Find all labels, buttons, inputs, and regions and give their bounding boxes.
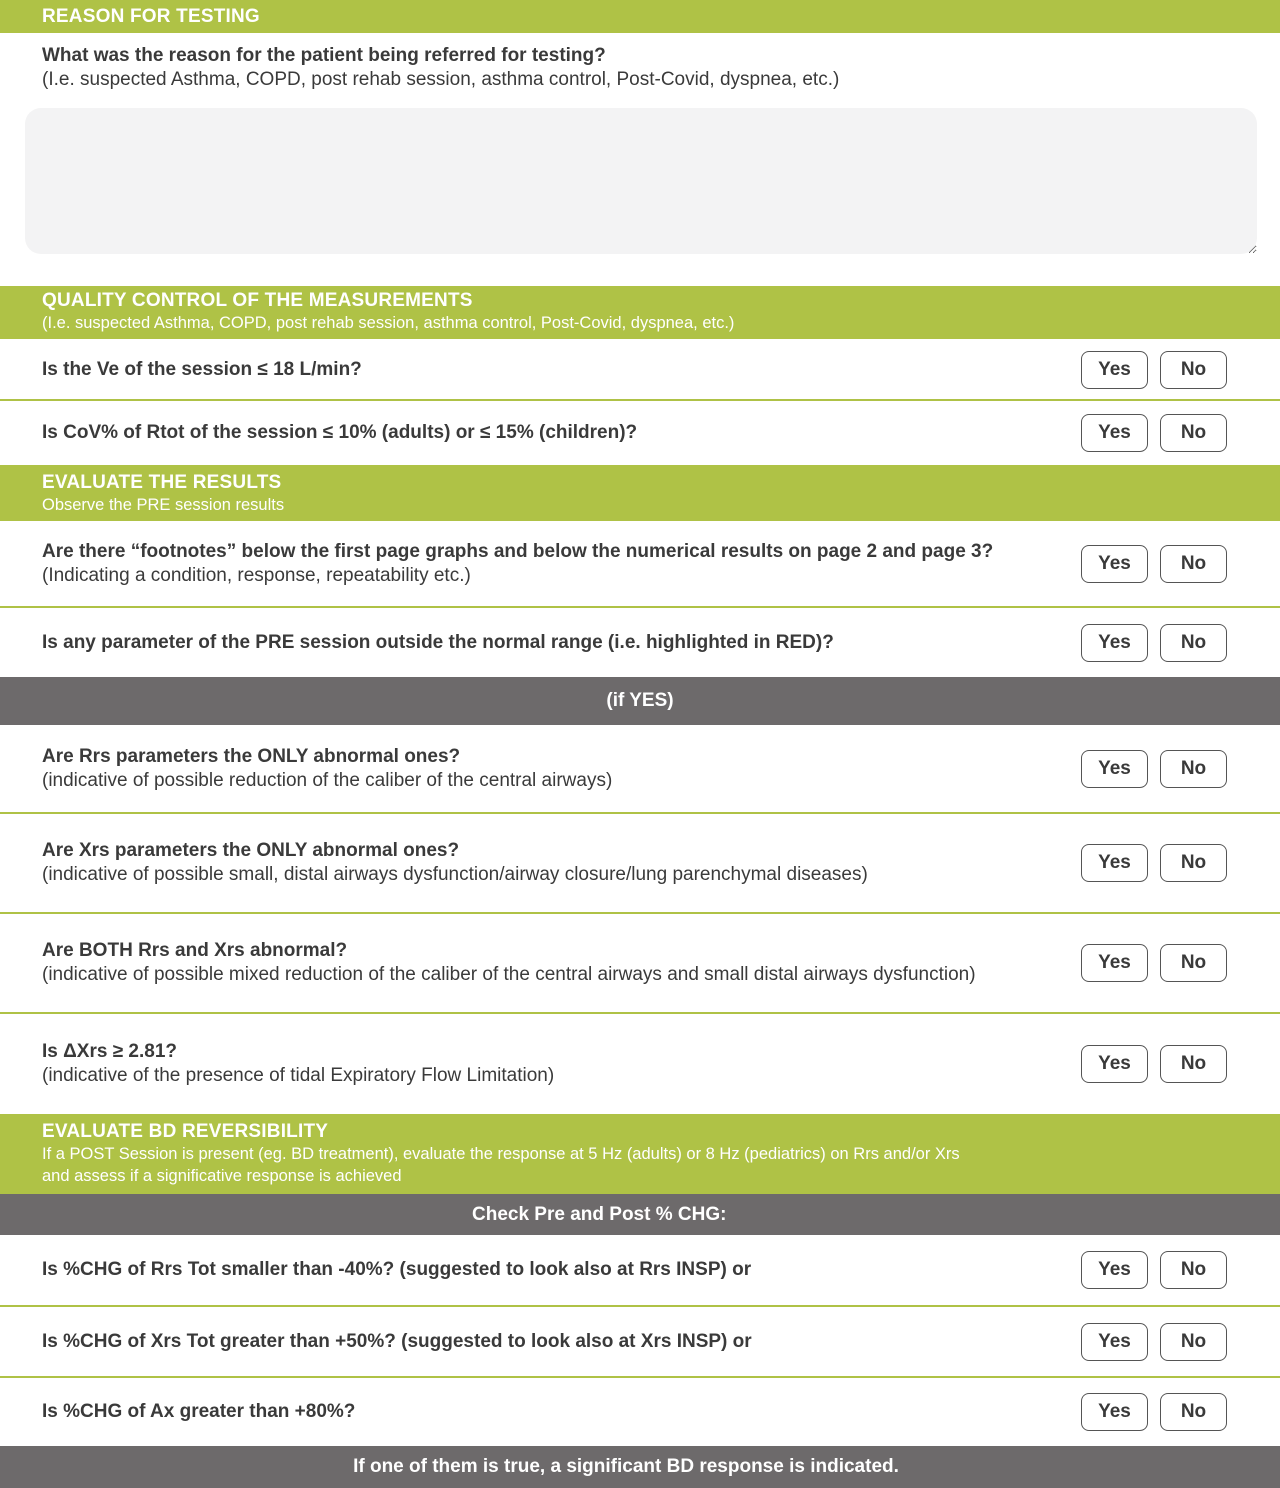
no-button[interactable]: No <box>1160 1045 1227 1083</box>
yes-button[interactable]: Yes <box>1081 624 1148 662</box>
bd-footer-banner <box>0 1446 1280 1488</box>
if-yes-banner <box>0 677 1280 725</box>
reason-header <box>0 0 1280 33</box>
question-text: Is ΔXrs ≥ 2.81? <box>42 1041 177 1062</box>
reason-question <box>0 40 1280 100</box>
no-button[interactable]: No <box>1160 750 1227 788</box>
no-button[interactable]: No <box>1160 944 1227 982</box>
yes-button[interactable]: Yes <box>1081 1045 1148 1083</box>
bd-subtitle-1: If a POST Session is present (eg. BD treatment), evaluate the response at 5 Hz (adults) or 8 Hz (pediatrics) on Rrs and/or Xrs <box>42 1145 960 1163</box>
yes-button[interactable]: Yes <box>1081 1393 1148 1431</box>
question-row <box>0 1014 1280 1114</box>
reason-question-text: What was the reason for the patient being referred for testing? <box>42 45 606 66</box>
if-yes-label: (if YES) <box>606 690 674 711</box>
no-button[interactable]: No <box>1160 1251 1227 1289</box>
reason-question-note: (I.e. suspected Asthma, COPD, post rehab session, asthma control, Post-Covid, dyspnea, etc.) <box>42 69 840 90</box>
bd-footer-text: If one of them is true, a significant BD response is indicated. <box>353 1456 899 1477</box>
question-note: (indicative of possible small, distal airways dysfunction/airway closure/lung parenchymal diseases) <box>42 864 868 885</box>
quality-title: QUALITY CONTROL OF THE MEASUREMENTS <box>42 290 473 311</box>
question-row <box>0 914 1280 1012</box>
no-button[interactable]: No <box>1160 351 1227 389</box>
evaluate-subtitle: Observe the PRE session results <box>42 496 285 514</box>
reason-answer-field[interactable] <box>25 108 1257 254</box>
question-text: Are there “footnotes” below the first page graphs and below the numerical results on page 2 and page 3? <box>42 541 994 562</box>
no-button[interactable]: No <box>1160 844 1227 882</box>
question-text: Is any parameter of the PRE session outside the normal range (i.e. highlighted in RED)? <box>42 631 834 653</box>
question-text: Is %CHG of Ax greater than +80%? <box>42 1401 356 1422</box>
question-row <box>0 814 1280 912</box>
question-note: (indicative of possible mixed reduction of the caliber of the central airways and small distal airways dysfunction) <box>42 964 976 985</box>
question-note: (Indicating a condition, response, repeatability etc.) <box>42 565 471 586</box>
question-text: Is CoV% of Rtot of the session ≤ 10% (adults) or ≤ 15% (children)? <box>42 422 638 443</box>
question-row <box>0 608 1280 677</box>
no-button[interactable]: No <box>1160 1393 1227 1431</box>
quality-subtitle: (I.e. suspected Asthma, COPD, post rehab session, asthma control, Post-Covid, dyspnea, etc.) <box>42 314 735 332</box>
question-row <box>0 1307 1280 1376</box>
question-text: Are Rrs parameters the ONLY abnormal ones? <box>42 745 461 767</box>
no-button[interactable]: No <box>1160 624 1227 662</box>
question-row <box>0 725 1280 812</box>
question-note: (indicative of possible reduction of the caliber of the central airways) <box>42 769 613 791</box>
question-text: Is %CHG of Rrs Tot smaller than -40%? (suggested to look also at Rrs INSP) or <box>42 1259 752 1280</box>
question-text: Is %CHG of Xrs Tot greater than +50%? (suggested to look also at Xrs INSP) or <box>42 1330 752 1352</box>
bd-title: EVALUATE BD REVERSIBILITY <box>42 1121 329 1142</box>
yes-button[interactable]: Yes <box>1081 750 1148 788</box>
check-label: Check Pre and Post % CHG: <box>472 1204 727 1225</box>
question-text: Are BOTH Rrs and Xrs abnormal? <box>42 940 348 961</box>
yes-button[interactable]: Yes <box>1081 351 1148 389</box>
yes-button[interactable]: Yes <box>1081 844 1148 882</box>
question-row <box>0 521 1280 607</box>
evaluate-header <box>0 465 1280 521</box>
yes-button[interactable]: Yes <box>1081 944 1148 982</box>
question-note: (indicative of the presence of tidal Expiratory Flow Limitation) <box>42 1065 555 1086</box>
yes-button[interactable]: Yes <box>1081 414 1148 452</box>
check-banner <box>0 1194 1280 1235</box>
yes-button[interactable]: Yes <box>1081 1251 1148 1289</box>
question-text: Is the Ve of the session ≤ 18 L/min? <box>42 358 362 380</box>
reason-title: REASON FOR TESTING <box>42 6 260 27</box>
no-button[interactable]: No <box>1160 1323 1227 1361</box>
question-row <box>0 1378 1280 1446</box>
question-row <box>0 1235 1280 1305</box>
question-row <box>0 339 1280 400</box>
evaluate-title: EVALUATE THE RESULTS <box>42 472 282 493</box>
question-row <box>0 401 1280 465</box>
quality-header <box>0 286 1280 339</box>
yes-button[interactable]: Yes <box>1081 1323 1148 1361</box>
question-text: Are Xrs parameters the ONLY abnormal ones? <box>42 840 460 861</box>
yes-button[interactable]: Yes <box>1081 545 1148 583</box>
no-button[interactable]: No <box>1160 545 1227 583</box>
no-button[interactable]: No <box>1160 414 1227 452</box>
bd-subtitle-2: and assess if a significative response is achieved <box>42 1167 402 1185</box>
bd-header <box>0 1114 1280 1194</box>
